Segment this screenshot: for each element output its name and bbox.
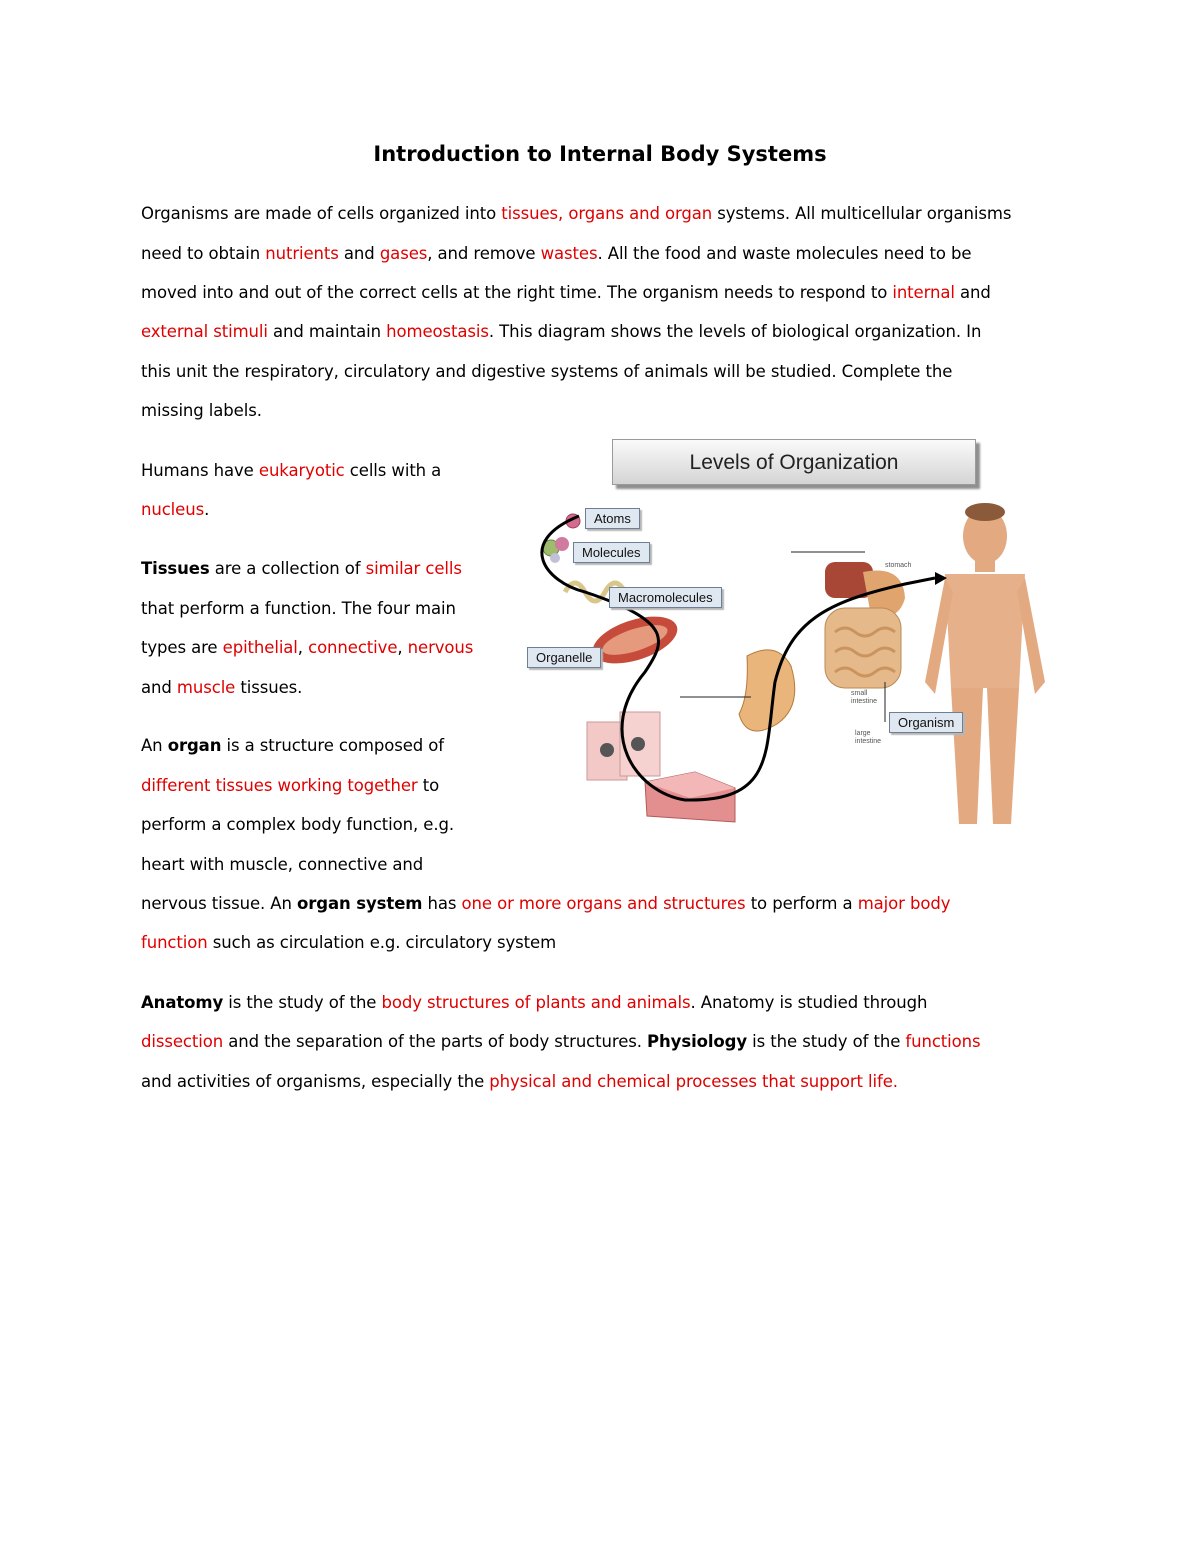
tissues-line-1: Tissues are a collection of similar cells: [141, 559, 462, 578]
organ-line-4: heart with muscle, connective and: [141, 855, 424, 874]
tissues-line-2: that perform a function. The four main: [141, 599, 456, 618]
levels-of-organization-diagram: [525, 432, 1065, 832]
tissues-line-3: types are epithelial, connective, nervous: [141, 638, 474, 657]
label-organelle: Organelle: [527, 647, 601, 668]
anatomy-line-2: dissection and the separation of the parts of body structures. Physiology is the study of the functions: [141, 1032, 981, 1051]
label-macromolecules: Macromolecules: [609, 587, 722, 608]
cells-line-1: Humans have eukaryotic cells with a: [141, 461, 442, 480]
intro-line-1: Organisms are made of cells organized into tissues, organs and organ systems. All multicellular organisms: [141, 204, 1012, 223]
intro-line-5: this unit the respiratory, circulatory and digestive systems of animals will be studied. Complete the: [141, 362, 953, 381]
label-organism: Organism: [889, 712, 963, 733]
nucleus-shape-1: [600, 743, 614, 757]
label-stomach-small: stomach: [885, 562, 912, 569]
organ-line-2: different tissues working together to: [141, 776, 440, 795]
molecule-shape-3: [550, 553, 560, 563]
stomach-shape: [739, 650, 795, 731]
organ-line-1: An organ is a structure composed of: [141, 736, 445, 755]
organ-line-3: perform a complex body function, e.g.: [141, 815, 455, 834]
intro-line-3: moved into and out of the correct cells at the right time. The organism needs to respond to internal and: [141, 283, 991, 302]
cells-line-2: nucleus.: [141, 500, 210, 519]
organ-line-6: function such as circulation e.g. circulatory system: [141, 933, 557, 952]
intro-line-6: missing labels.: [141, 401, 262, 420]
organ-line-5: nervous tissue. An organ system has one or more organs and structures to perform a major body: [141, 894, 951, 913]
human-figure-shape: [925, 503, 1045, 824]
diagram-title: Levels of Organization: [689, 451, 899, 474]
page-title: Introduction to Internal Body Systems: [373, 142, 827, 166]
tissues-line-4: and muscle tissues.: [141, 678, 303, 697]
anatomy-line-1: Anatomy is the study of the body structures of plants and animals. Anatomy is studied through: [141, 993, 928, 1012]
nucleus-shape-2: [631, 737, 645, 751]
anatomy-line-3: and activities of organisms, especially the physical and chemical processes that support life.: [141, 1072, 898, 1091]
label-atoms: Atoms: [585, 508, 640, 529]
intro-line-4: external stimuli and maintain homeostasis. This diagram shows the levels of biological organization. In: [141, 322, 982, 341]
molecule-shape-2: [555, 537, 569, 551]
label-molecules: Molecules: [573, 542, 650, 563]
diagram-artwork: [525, 432, 1065, 832]
intro-line-2: need to obtain nutrients and gases, and remove wastes. All the food and waste molecules need to be: [141, 244, 972, 263]
diagram-title-box: [612, 439, 976, 485]
label-large-intestine: large intestine: [855, 730, 882, 745]
label-small-intestine: small intestine: [851, 690, 878, 705]
